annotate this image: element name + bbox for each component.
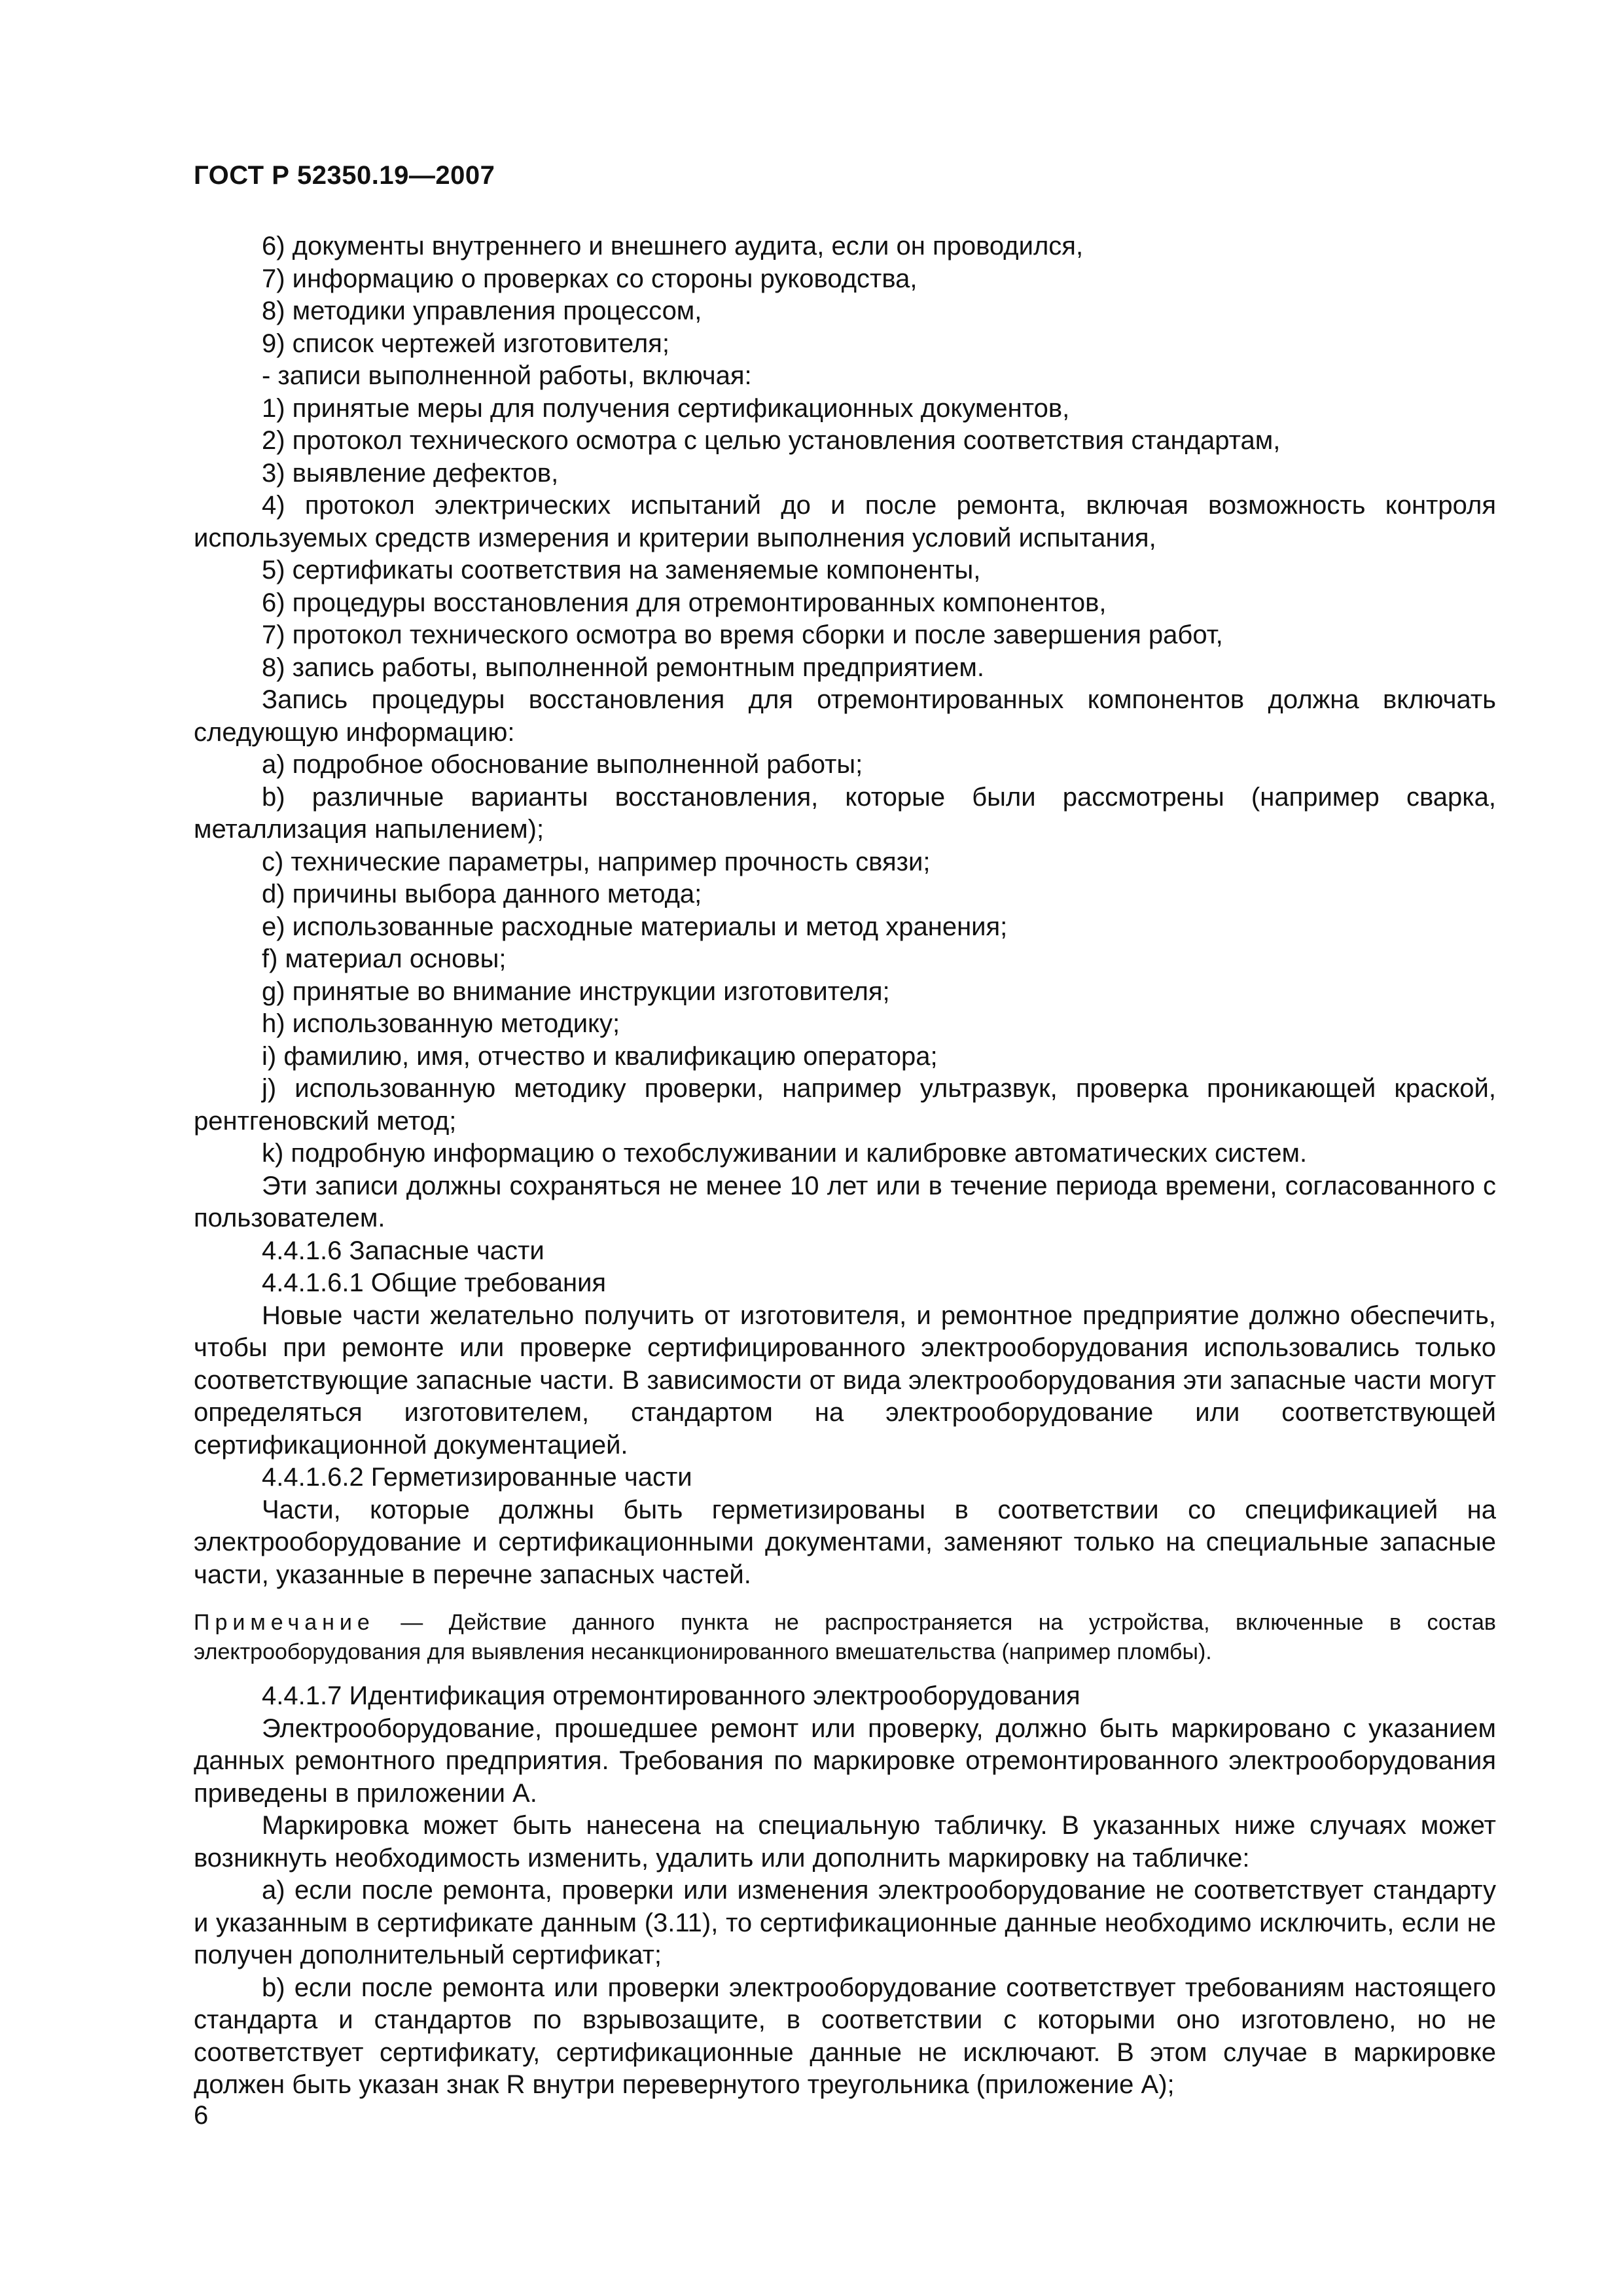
text-line: 9) список чертежей изготовителя; [262,329,669,358]
list-item: b) если после ремонта или проверки электрооборудование соответствует требованиям настоящего стандарта и стандартов по взрывозащите, в соответствии с которыми оно изготовлено, но не соответствует сертификату, сертификационные данные не исключают. В этом случае в маркировке должен быть указан знак R внутри перевернутого треугольника (приложение А); [194,1973,1496,2099]
text-line: 6) процедуры восстановления для отремонтированных компонентов, [262,588,1107,617]
section-heading: 4.4.1.7 Идентификация отремонтированного электрооборудования [262,1681,1080,1710]
list-item: j) использованную методику проверки, например ультразвук, проверка проникающей краской, рентгеновский метод; [194,1074,1496,1136]
list-item: f) материал основы; [262,944,507,973]
list-item: c) технические параметры, например прочность связи; [262,847,931,876]
document-body [194,230,1496,2102]
section-heading: 4.4.1.6.2 Герметизированные части [262,1463,692,1492]
paragraph: Электрооборудование, прошедшее ремонт или проверку, должно быть маркировано с указанием данных ремонтного предприятия. Требования по маркировке отремонтированного электрооборудования приведены в приложении А. [194,1713,1496,1808]
text-line: 8) методики управления процессом, [262,296,702,325]
text-line: 3) выявление дефектов, [262,458,559,488]
section-heading: 4.4.1.6.1 Общие требования [262,1268,607,1297]
text-line: 7) протокол технического осмотра во время сборки и после завершения работ, [262,620,1223,649]
paragraph: Эти записи должны сохраняться не менее 10 лет или в течение периода времени, согласованного с пользователем. [194,1171,1496,1232]
list-item: g) принятые во внимание инструкции изготовителя; [262,977,890,1006]
paragraph: Новые части желательно получить от изготовителя, и ремонтное предприятие должно обеспечить, чтобы при ремонте или проверке сертифицированного электрооборудования использовались только соответствующие запасные части. В зависимости от вида электрооборудования эти запасные части могут определяться изготовителем, стандартом на электрооборудование или соответствующей сертификационной документацией. [194,1300,1496,1460]
list-item: k) подробную информацию о техобслуживании и калибровке автоматических систем. [262,1139,1308,1168]
paragraph: Части, которые должны быть герметизированы в соответствии со спецификацией на электрооборудование и сертификационными документами, заменяют только на специальные запасные части, указанные в перечне запасных частей. [194,1495,1496,1589]
list-item: a) если после ремонта, проверки или изменения электрооборудование не соответствует стандарту и указанным в сертификате данным (3.11), то сертификационные данные необходимо исключить, если не получен дополнительный сертификат; [194,1876,1496,1969]
text-line: 5) сертификаты соответствия на заменяемые компоненты, [262,556,981,584]
list-item: d) причины выбора данного метода; [262,880,702,908]
list-item: b) различные варианты восстановления, которые были рассмотрены (например сварка, металлизация напылением); [194,782,1496,844]
document-header: ГОСТ Р 52350.19—2007 [194,161,495,190]
text-line: 7) информацию о проверках со стороны руководства, [262,264,918,293]
list-item: h) использованную методику; [262,1009,620,1038]
text-line: 6) документы внутреннего и внешнего аудита, если он проводился, [262,232,1084,260]
text-line: - записи выполненной работы, включая: [262,361,752,390]
text-line: 4) протокол электрических испытаний до и после ремонта, включая возможность контроля используемых средств измерения и критерии выполнения условий испытания, [194,491,1496,552]
page-number: 6 [194,2101,209,2130]
text-line: 1) принятые меры для получения сертификационных документов, [262,393,1070,423]
list-item: i) фамилию, имя, отчество и квалификацию оператора; [262,1041,938,1071]
text-line: 2) протокол технического осмотра с целью установления соответствия стандартам, [262,426,1281,455]
note-text: — Действие данного пункта не распространяется на устройства, включенные в состав электрооборудования для выявления несанкционированного вмешательства (например пломбы). [194,1610,1496,1664]
section-heading: 4.4.1.6 Запасные части [262,1236,544,1265]
text-line: 8) запись работы, выполненной ремонтным предприятием. [262,653,985,682]
note [194,1608,1496,1667]
list-item: e) использованные расходные материалы и метод хранения; [262,912,1008,941]
paragraph: Запись процедуры восстановления для отремонтированных компонентов должна включать следующую информацию: [194,685,1496,747]
note-label: Примечание [194,1610,375,1635]
paragraph: Маркировка может быть нанесена на специальную табличку. В указанных ниже случаях может возникнуть необходимость изменить, удалить или дополнить маркировку на табличке: [194,1811,1496,1873]
list-item: a) подробное обоснование выполненной работы; [262,750,863,779]
